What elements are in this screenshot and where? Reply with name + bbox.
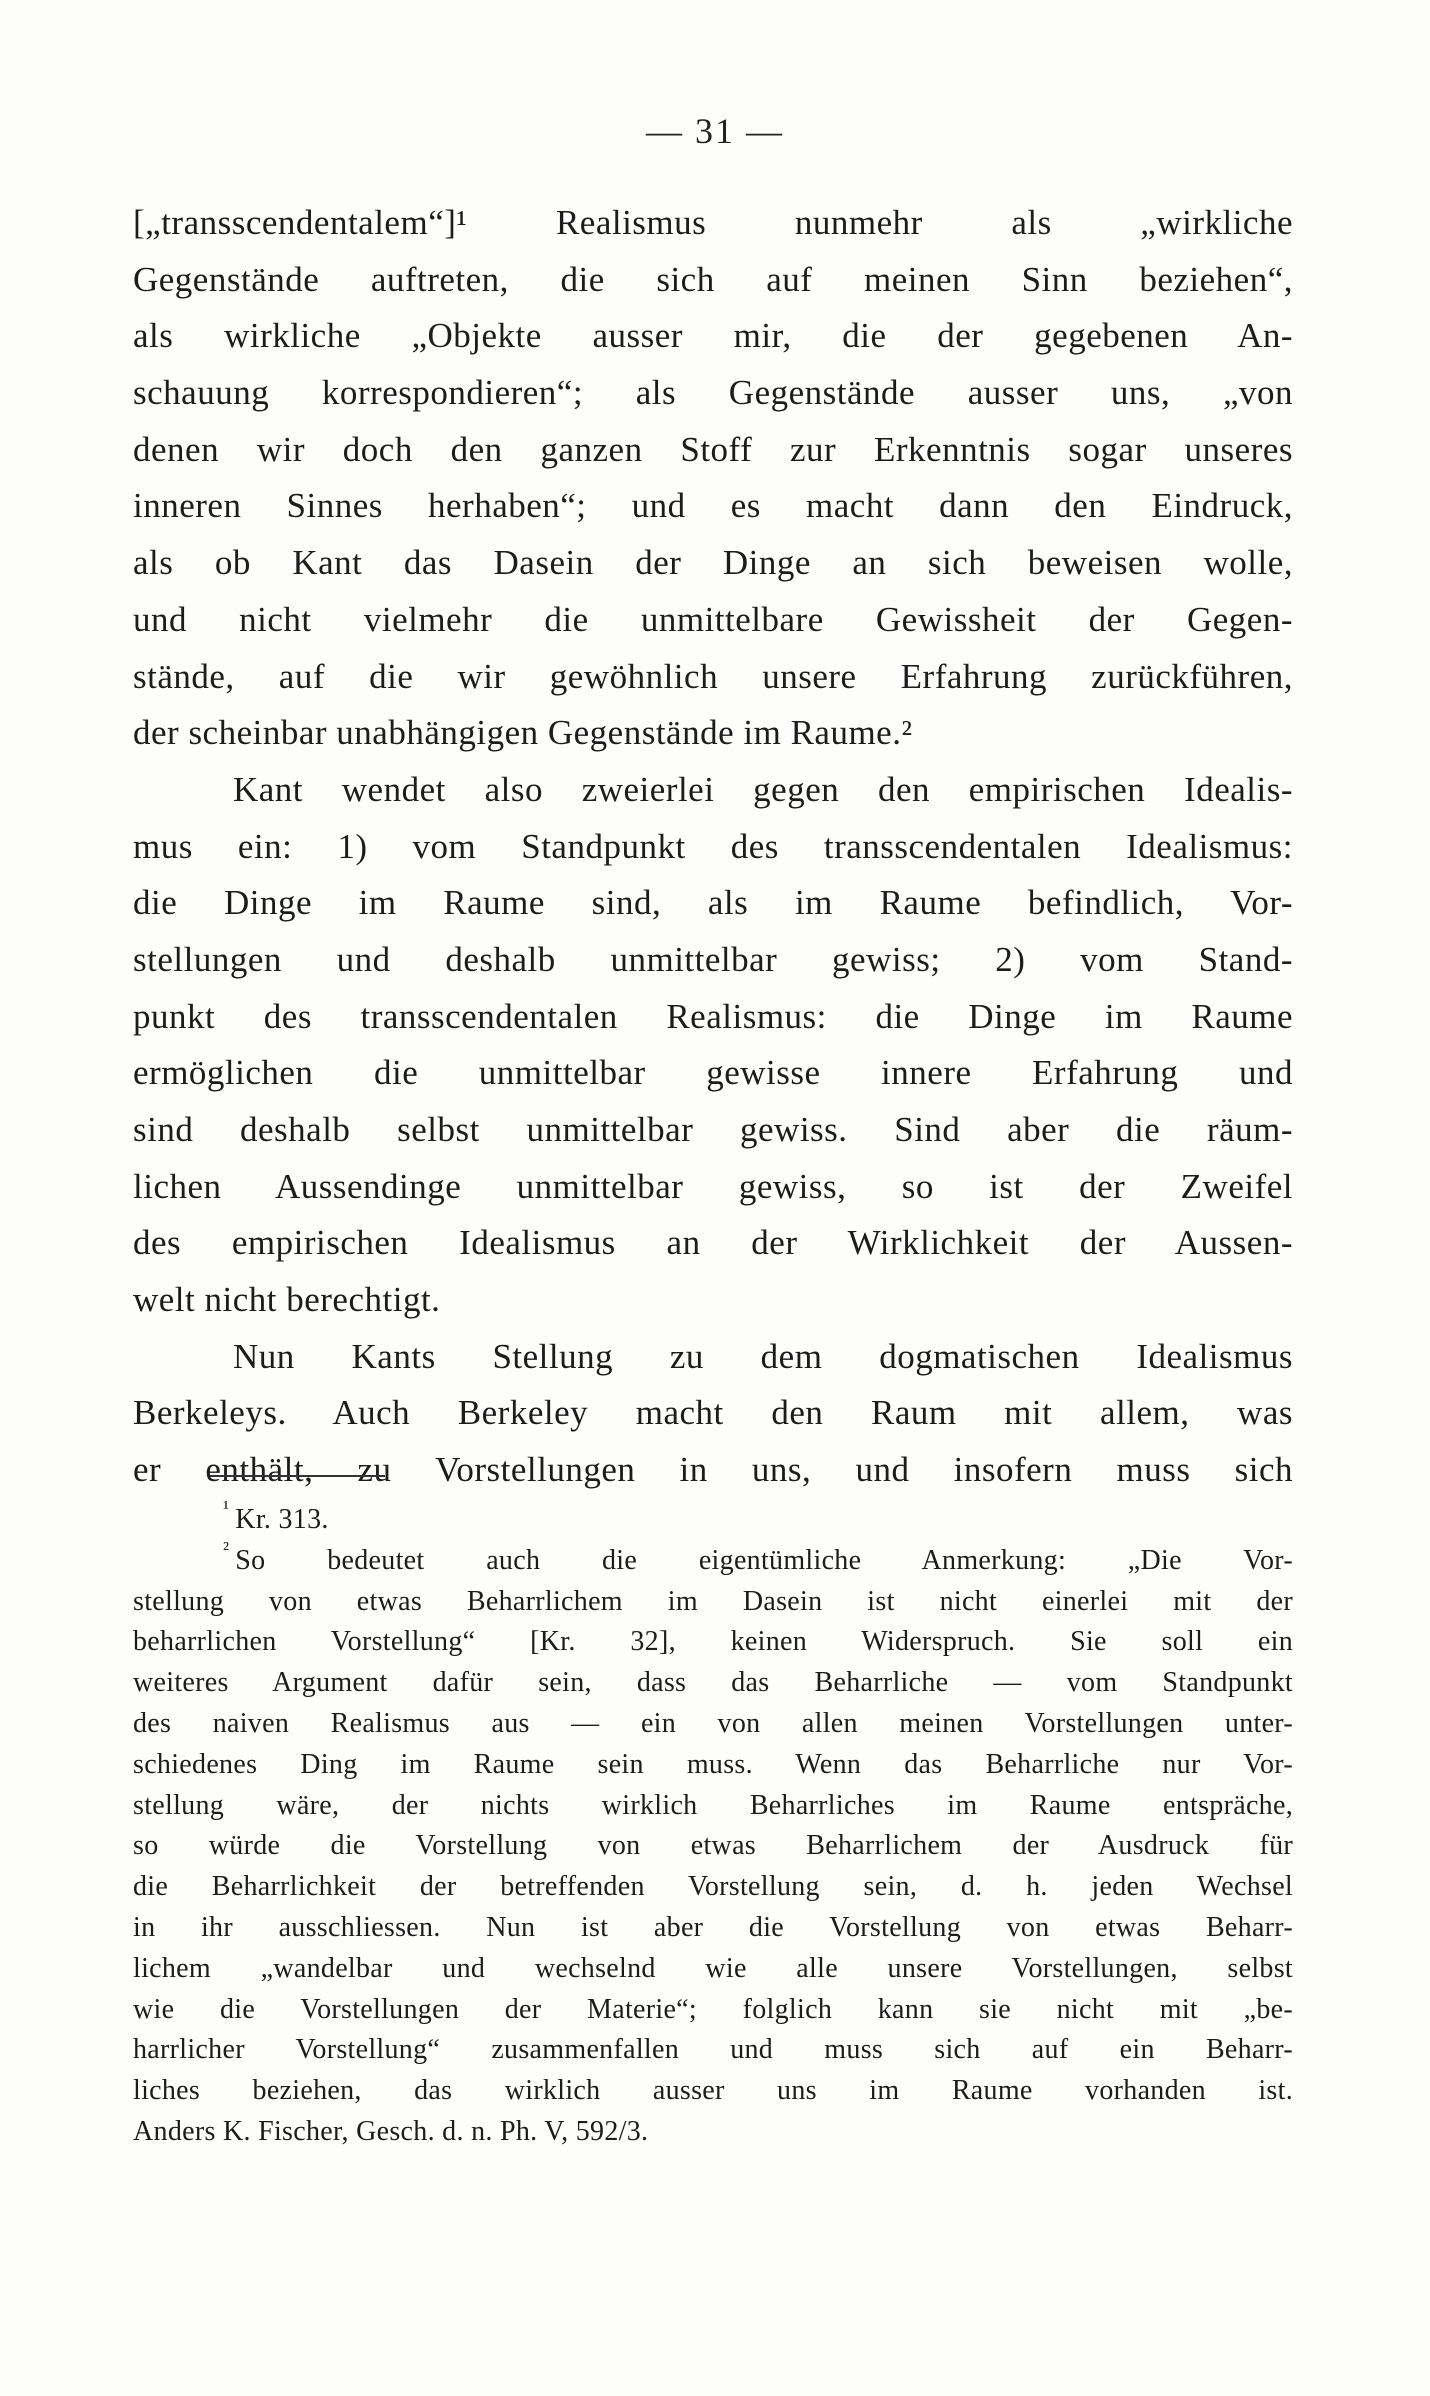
text-line: des empirischen Idealismus an der Wirklichkeit der Aussen-	[133, 1223, 1293, 1263]
text-line: als ob Kant das Dasein der Dinge an sich beweisen wolle,	[133, 543, 1293, 583]
text-line: stellungen und deshalb unmittelbar gewiss; 2) vom Stand-	[133, 939, 1293, 979]
footnote-text: Kr. 313.	[235, 1504, 329, 1535]
footnote-separator	[210, 1475, 385, 1477]
footnote-marker: ²	[223, 1540, 230, 1560]
footnote-line: so würde die Vorstellung von etwas Beharrlichem der Ausdruck für	[133, 1830, 1293, 1862]
footnote-line: Anders K. Fischer, Gesch. d. n. Ph. V, 592/3.	[133, 2115, 649, 2147]
text-line: Nun Kants Stellung zu dem dogmatischen Idealismus	[233, 1336, 1293, 1376]
text-line: punkt des transscendentalen Realismus: die Dinge im Raume	[133, 996, 1293, 1036]
page-number: — 31 —	[646, 111, 784, 151]
footnote-line: lichem „wandelbar und wechselnd wie alle unsere Vorstellungen, selbst	[133, 1952, 1293, 1984]
text-line: inneren Sinnes herhaben“; und es macht dann den Eindruck,	[133, 486, 1293, 526]
footnote-line: stellung von etwas Beharrlichem im Dasein ist nicht einerlei mit der	[133, 1585, 1293, 1617]
footnotes-block	[133, 1500, 1293, 2153]
main-text-block	[133, 195, 1293, 1499]
footnote-line: des naiven Realismus aus — ein von allen meinen Vorstellungen unter-	[133, 1707, 1293, 1739]
text-line: lichen Aussendinge unmittelbar gewiss, so ist der Zweifel	[133, 1166, 1293, 1206]
footnote-line: wie die Vorstellungen der Materie“; folglich kann sie nicht mit „be-	[133, 1993, 1293, 2025]
text-line: welt nicht berechtigt.	[133, 1280, 441, 1320]
text-line: stände, auf die wir gewöhnlich unsere Erfahrung zurückführen,	[133, 656, 1293, 696]
footnote-line: schiedenes Ding im Raume sein muss. Wenn das Beharrliche nur Vor-	[133, 1748, 1293, 1780]
text-line: [„transscendentalem“]¹ Realismus nunmehr als „wirkliche	[133, 203, 1293, 242]
text-line: Gegenstände auftreten, die sich auf meinen Sinn beziehen“,	[133, 259, 1293, 299]
footnote-line: liches beziehen, das wirklich ausser uns im Raume vorhanden ist.	[133, 2075, 1293, 2107]
text-line: als wirkliche „Objekte ausser mir, die der gegebenen An-	[133, 316, 1293, 356]
text-line: mus ein: 1) vom Standpunkt des transscendentalen Idealismus:	[133, 826, 1293, 866]
footnote-line: harrlicher Vorstellung“ zusammenfallen und muss sich auf ein Beharr-	[133, 2034, 1293, 2066]
text-line: denen wir doch den ganzen Stoff zur Erkenntnis sogar unseres	[133, 429, 1293, 469]
footnote-text: So bedeutet auch die eigentümliche Anmerkung: „Die Vor-	[235, 1544, 1293, 1576]
text-line: Kant wendet also zweierlei gegen den empirischen Idealis-	[233, 769, 1293, 809]
text-line: schauung korrespondieren“; als Gegenstände ausser uns, „von	[133, 373, 1293, 413]
footnote-marker: ¹	[223, 1500, 230, 1519]
text-line: sind deshalb selbst unmittelbar gewiss. Sind aber die räum-	[133, 1110, 1293, 1149]
footnote-line: weiteres Argument dafür sein, dass das Beharrliche — vom Standpunkt	[133, 1667, 1293, 1699]
footnote-line: die Beharrlichkeit der betreffenden Vorstellung sein, d. h. jeden Wechsel	[133, 1871, 1293, 1903]
footnote-line: beharrlichen Vorstellung“ [Kr. 32], keinen Widerspruch. Sie soll ein	[133, 1626, 1293, 1658]
footnote-2	[133, 1541, 1293, 1582]
text-line: der scheinbar unabhängigen Gegenstände im Raume.²	[133, 713, 913, 753]
text-line: ermöglichen die unmittelbar gewisse innere Erfahrung und	[133, 1053, 1293, 1093]
footnote-line: in ihr ausschliessen. Nun ist aber die Vorstellung von etwas Beharr-	[133, 1911, 1293, 1943]
footnote-1	[133, 1500, 1293, 1541]
text-line: die Dinge im Raume sind, als im Raume befindlich, Vor-	[133, 883, 1293, 923]
footnote-line: stellung wäre, der nichts wirklich Beharrliches im Raume entspräche,	[133, 1789, 1293, 1821]
text-line: Berkeleys. Auch Berkeley macht den Raum mit allem, was	[133, 1393, 1293, 1433]
text-line: und nicht vielmehr die unmittelbare Gewissheit der Gegen-	[133, 599, 1293, 639]
text-line: er enthält, zu Vorstellungen in uns, und insofern muss sich	[133, 1450, 1293, 1490]
